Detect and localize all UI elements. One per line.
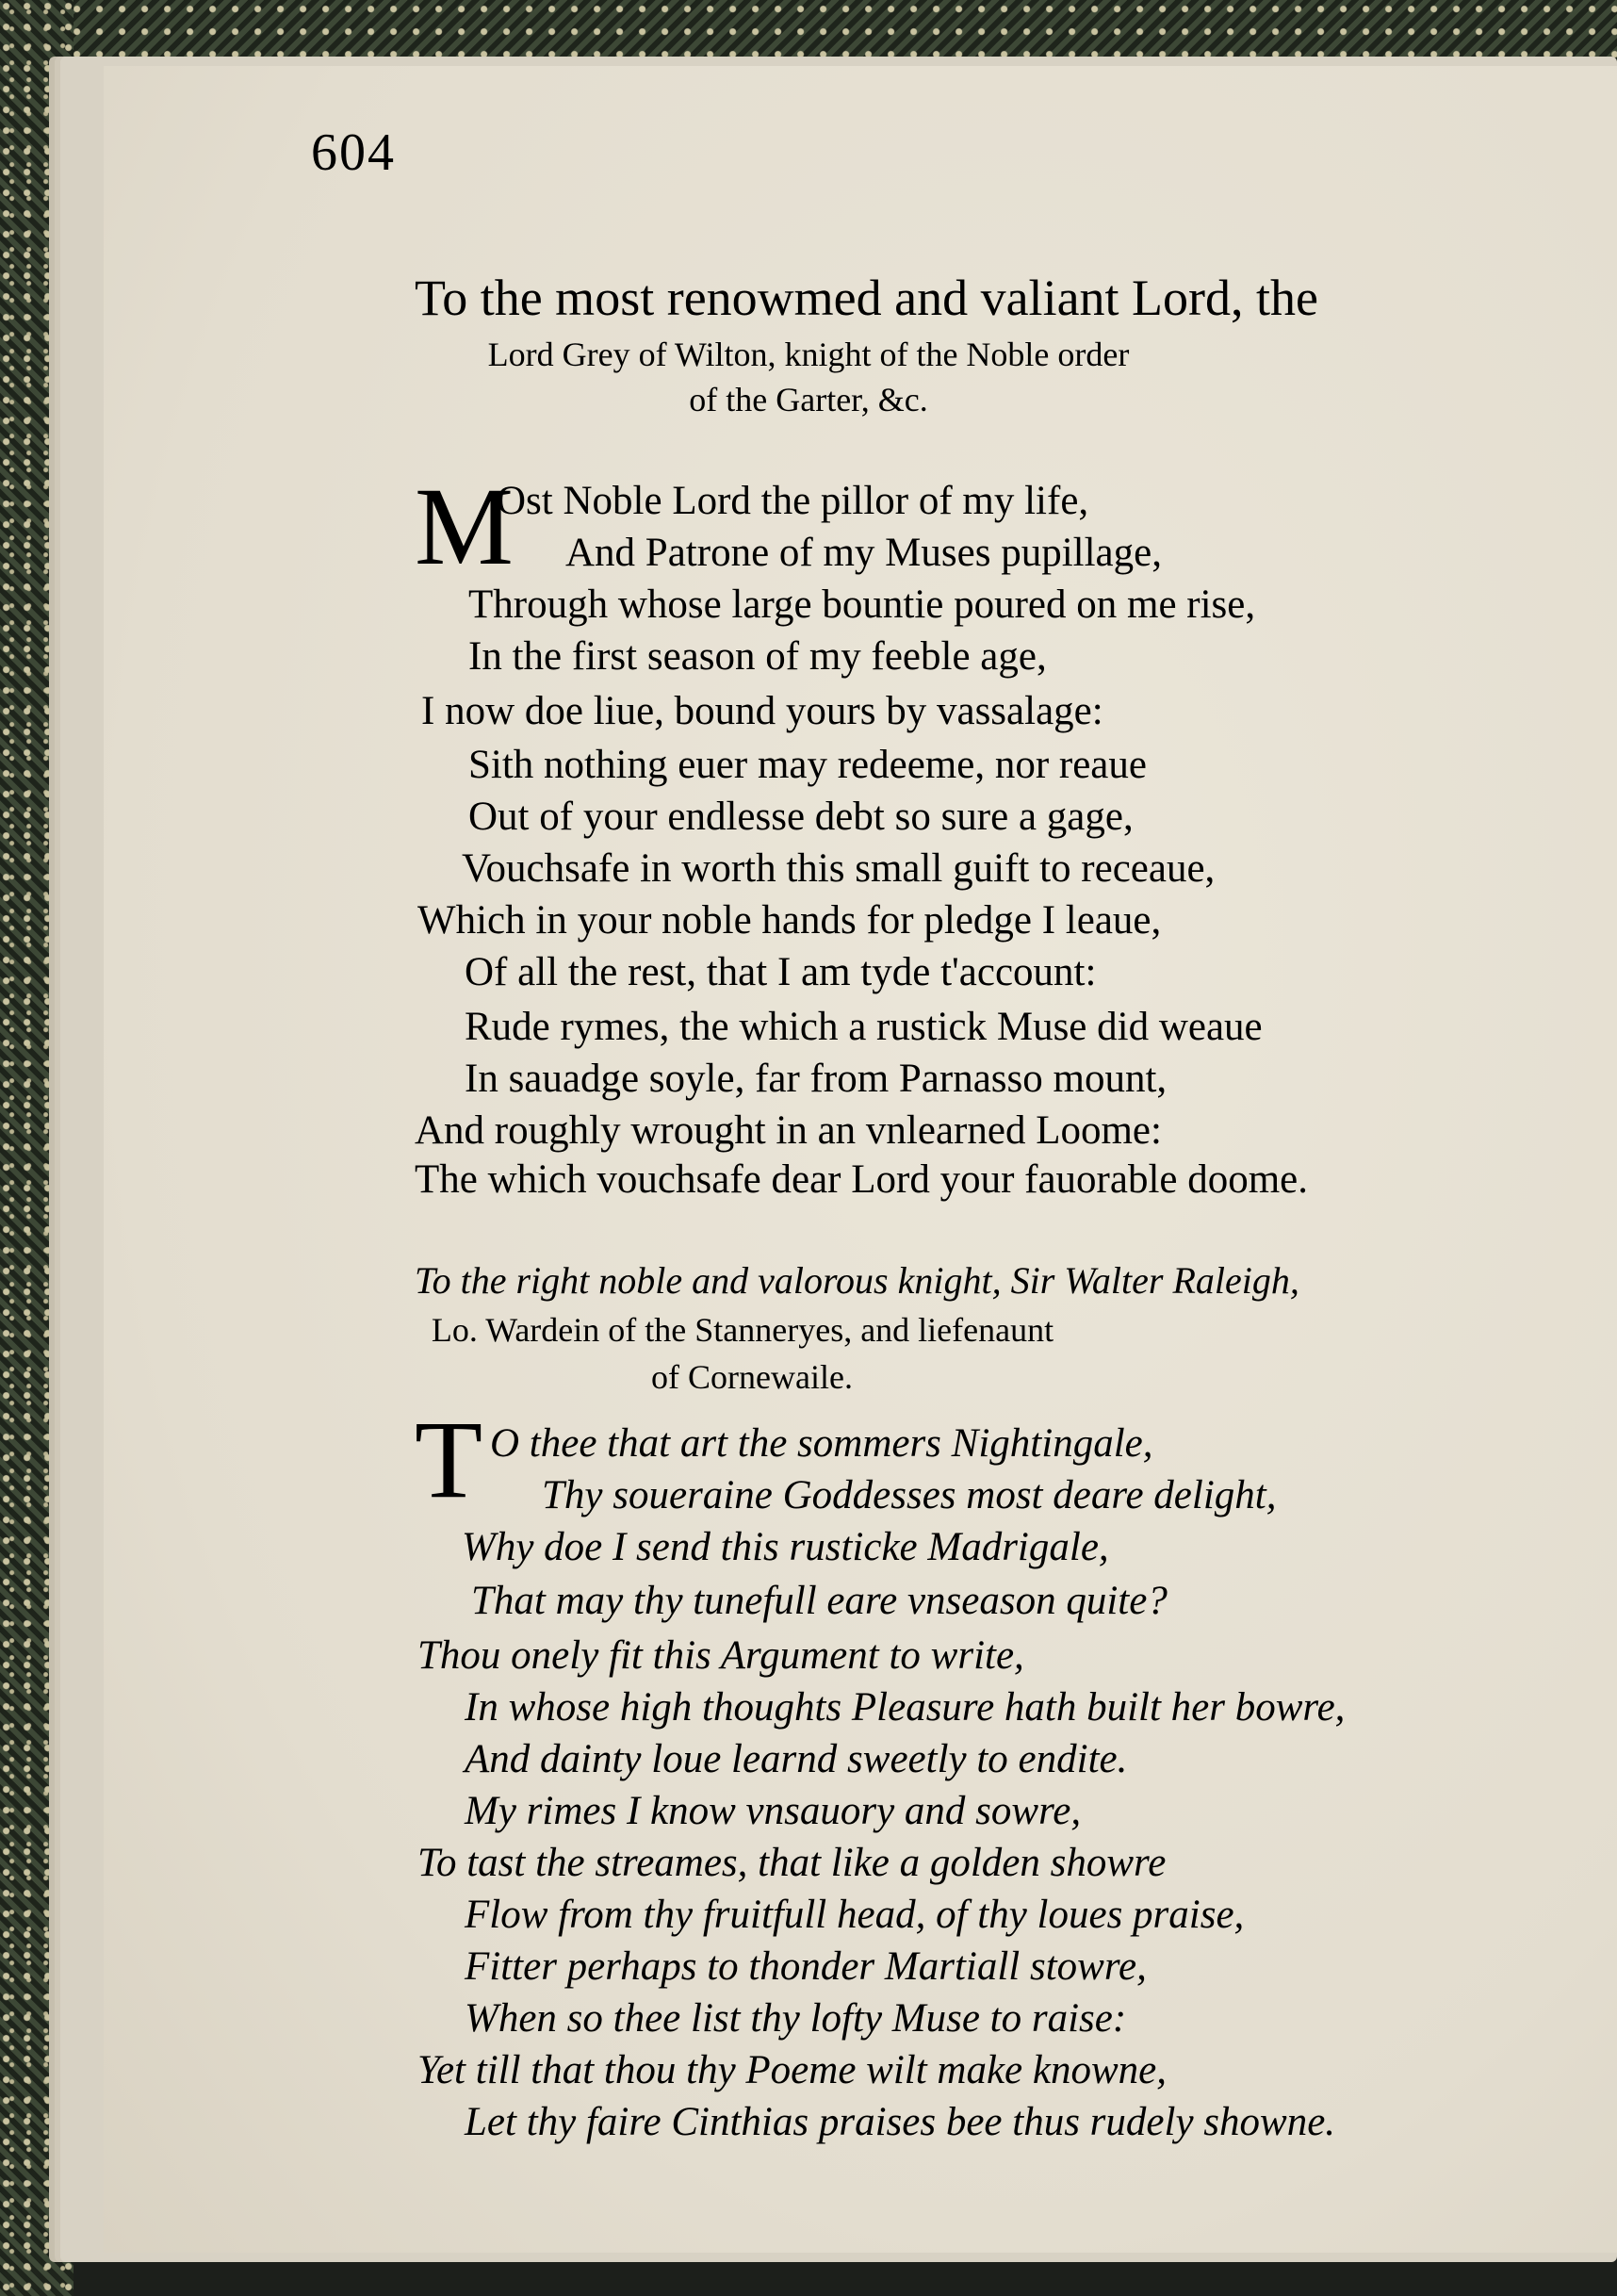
poem2-line: Flow from thy fruitfull head, of thy loues praise,: [465, 1893, 1245, 1937]
poem2-line: My rimes I know vnsauory and sowre,: [465, 1789, 1082, 1833]
poem1-line: In sauadge soyle, far from Parnasso mount,: [465, 1057, 1168, 1101]
poem2-line: Thou onely fit this Argument to write,: [417, 1633, 1024, 1678]
dedication-subtitle-grey-2: of the Garter, &c.: [689, 381, 928, 418]
poem1-line: Out of your endlesse debt so sure a gage,: [468, 795, 1134, 839]
poem2-line: Let thy faire Cinthias praises bee thus rudely showne.: [465, 2100, 1336, 2144]
poem1-line: Rude rymes, the which a rustick Muse did weaue: [465, 1005, 1263, 1049]
dedication-subtitle-grey-1: Lord Grey of Wilton, knight of the Noble order: [487, 336, 1130, 373]
poem2-line: That may thy tunefull eare vnseason quite?: [471, 1579, 1168, 1623]
poem2-line: Fitter perhaps to thonder Martiall stowre,: [465, 1944, 1147, 1989]
poem1-line: I now doe liue, bound yours by vassalage:: [421, 689, 1103, 733]
page-number: 604: [311, 123, 396, 182]
poem1-line: Vouchsafe in worth this small guift to receaue,: [462, 846, 1216, 891]
poem1-line: And roughly wrought in an vnlearned Loome:: [415, 1108, 1162, 1153]
dedication-title-grey: To the most renowmed and valiant Lord, the: [415, 270, 1318, 326]
poem2-line: Yet till that thou thy Poeme wilt make knowne,: [417, 2048, 1167, 2092]
poem1-line: And Patrone of my Muses pupillage,: [565, 531, 1162, 575]
poem1-line: Ost Noble Lord the pillor of my life,: [497, 479, 1089, 523]
poem1-line: Through whose large bountie poured on me rise,: [468, 582, 1256, 627]
poem1-line: In the first season of my feeble age,: [468, 634, 1047, 679]
poem2-line: And dainty loue learnd sweetly to endite.: [465, 1737, 1128, 1781]
poem2-line: O thee that art the sommers Nightingale,: [490, 1421, 1153, 1466]
poem1-line: Sith nothing euer may redeeme, nor reaue: [468, 743, 1147, 787]
poem2-line: Thy soueraine Goddesses most deare delight,: [542, 1473, 1277, 1517]
poem2-line: When so thee list thy lofty Muse to raise:: [465, 1996, 1127, 2041]
poem1-line: The which vouchsafe dear Lord your fauorable doome.: [415, 1157, 1309, 1202]
drop-cap-t: T: [415, 1398, 483, 1521]
poem1-line: Of all the rest, that I am tyde t'account:: [465, 950, 1097, 994]
dedication-subtitle-raleigh-1: Lo. Wardein of the Stanneryes, and liefenaunt: [431, 1311, 1054, 1349]
poem2-line: Why doe I send this rusticke Madrigale,: [462, 1525, 1109, 1569]
poem2-line: To tast the streames, that like a golden showre: [417, 1841, 1167, 1885]
poem1-line: Which in your noble hands for pledge I leaue,: [417, 898, 1162, 943]
dedication-subtitle-raleigh-2: of Cornewaile.: [651, 1358, 853, 1396]
poem2-line: In whose high thoughts Pleasure hath built her bowre,: [465, 1685, 1346, 1730]
drop-cap-m: M: [415, 465, 514, 588]
dedication-title-raleigh: To the right noble and valorous knight, Sir Walter Raleigh,: [415, 1259, 1299, 1302]
